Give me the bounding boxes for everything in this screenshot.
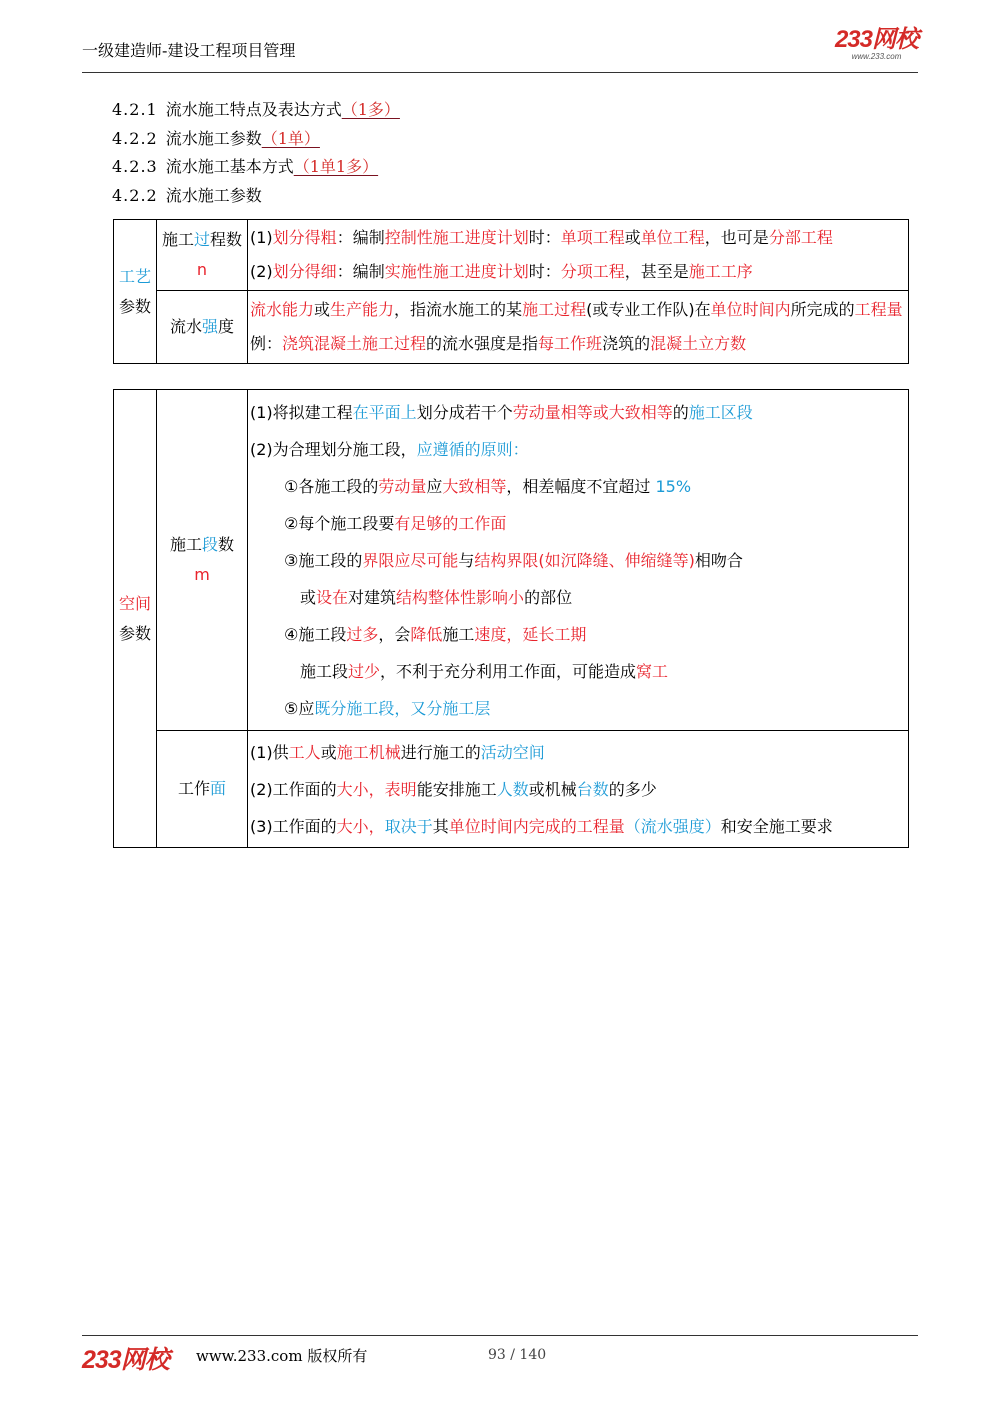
param-cell: 施工过程数 n bbox=[157, 220, 248, 291]
category-cell: 空间 参数 bbox=[114, 390, 157, 848]
description-cell: 流水能力或生产能力，指流水施工的某施工过程(或专业工作队)在单位时间内所完成的工程量 例：浇筑混凝土施工过程的流水强度是指每工作班浇筑的混凝土立方数 bbox=[248, 291, 909, 364]
description-cell: (1)供工人或施工机械进行施工的活动空间 (2)工作面的大小，表明能安排施工人数或机械台数的多少 (3)工作面的大小，取决于其单位时间内完成的工程量（流水强度）和安全施工要求 bbox=[248, 731, 909, 848]
section-list bbox=[112, 96, 410, 210]
footer-copyright: www.233.com 版权所有 bbox=[196, 1347, 368, 1365]
param-cell: 施工段数 m bbox=[157, 390, 248, 731]
space-parameters-table bbox=[113, 389, 909, 848]
page-number: 93 / 140 bbox=[488, 1347, 547, 1363]
description-cell: (1)划分得粗：编制控制性施工进度计划时：单项工程或单位工程，也可是分部工程 (2)划分得细：编制实施性施工进度计划时：分项工程，甚至是施工工序 bbox=[248, 220, 909, 291]
page-header bbox=[82, 0, 918, 73]
section-item: 4.2.2 流水施工参数（1单） bbox=[112, 125, 410, 154]
param-cell: 流水强度 bbox=[157, 291, 248, 364]
logo-text: 233网校 bbox=[834, 26, 918, 53]
section-item: 4.2.3 流水施工基本方式（1单1多） bbox=[112, 153, 410, 182]
process-parameters-table bbox=[113, 219, 909, 364]
page-footer bbox=[82, 1335, 918, 1376]
description-cell: (1)将拟建工程在平面上划分成若干个劳动量相等或大致相等的施工区段 (2)为合理划分施工段，应遵循的原则： ①各施工段的劳动量应大致相等，相差幅度不宜超过 15% ②每个施工段要有足够的工作面 ③施工段的界限应尽可能与结构界限(如沉降缝、伸缩缝等)相吻合 或设在对建筑结构整体性影响小的部位 ④施工段过多，会降低施工速度，延长工期 施工段过少，不利于充分利用工作面，可能造成窝工 ⑤应既分施工段，又分施工层 bbox=[248, 390, 909, 731]
param-cell: 工作面 bbox=[157, 731, 248, 848]
section-item: 4.2.1 流水施工特点及表达方式（1多） bbox=[112, 96, 410, 125]
header-title: 一级建造师-建设工程项目管理 bbox=[82, 41, 296, 60]
section-item: 4.2.2 流水施工参数 bbox=[112, 185, 262, 205]
logo-url: www.233.com bbox=[851, 52, 902, 61]
section-tag: （1多） bbox=[341, 100, 400, 119]
footer-logo: 233网校 bbox=[82, 1346, 169, 1374]
brand-logo bbox=[835, 28, 918, 61]
section-tag: （1单） bbox=[261, 128, 320, 148]
section-tag: （1单1多） bbox=[293, 157, 379, 176]
category-cell: 工艺 参数 bbox=[114, 220, 157, 364]
